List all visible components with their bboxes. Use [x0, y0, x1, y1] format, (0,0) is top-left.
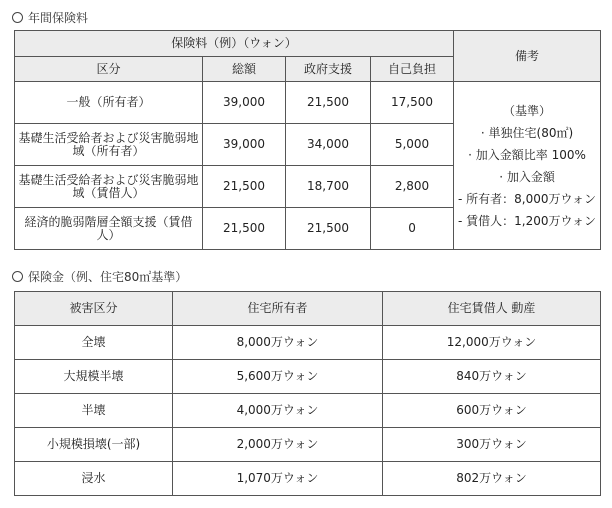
section1-heading: [12, 9, 88, 26]
row-self: 0: [371, 208, 454, 250]
premium-table: [14, 30, 601, 250]
row-gov: 21,500: [286, 82, 371, 124]
remark-line: · 単独住宅(80㎡): [480, 125, 574, 140]
row-owner-amount: 4,000万ウォン: [173, 394, 383, 428]
table-row: [15, 462, 601, 496]
row-total: 21,500: [203, 166, 286, 208]
premium-group-header: 保険料（例）（ウォン）: [15, 31, 454, 57]
row-category: 経済的脆弱階層全額支援（賃借人）: [15, 208, 203, 250]
row-self: 5,000: [371, 124, 454, 166]
row-total: 39,000: [203, 124, 286, 166]
table-row: [15, 394, 601, 428]
row-damage-type: 大規模半壊: [15, 360, 173, 394]
row-damage-type: 半壊: [15, 394, 173, 428]
row-tenant-amount: 12,000万ウォン: [383, 326, 601, 360]
col-header-damage: 被害区分: [15, 292, 173, 326]
bullet-circle-icon: [12, 12, 23, 23]
remark-line: · 加入金額比率 100%: [468, 147, 586, 162]
remark-line: （基準）: [503, 103, 552, 118]
remark-line: · 加入金額: [499, 169, 555, 184]
col-header-owner: 住宅所有者: [173, 292, 383, 326]
row-category: 基礎生活受給者および災害脆弱地域（賃借人）: [15, 166, 203, 208]
remarks-cell: [454, 82, 601, 250]
row-damage-type: 小規模損壊(一部): [15, 428, 173, 462]
row-category: 一般（所有者）: [15, 82, 203, 124]
row-owner-amount: 2,000万ウォン: [173, 428, 383, 462]
table-row: [15, 82, 601, 124]
row-self: 17,500: [371, 82, 454, 124]
payout-table: [14, 291, 601, 496]
table-row: [15, 326, 601, 360]
row-category: 基礎生活受給者および災害脆弱地域（所有者）: [15, 124, 203, 166]
row-gov: 21,500: [286, 208, 371, 250]
row-tenant-amount: 300万ウォン: [383, 428, 601, 462]
row-damage-type: 全壊: [15, 326, 173, 360]
section2-heading: [12, 268, 187, 285]
row-tenant-amount: 840万ウォン: [383, 360, 601, 394]
row-gov: 34,000: [286, 124, 371, 166]
row-total: 21,500: [203, 208, 286, 250]
row-owner-amount: 8,000万ウォン: [173, 326, 383, 360]
remark-line: - 所有者：8,000万ウォン: [458, 191, 597, 206]
remark-line: - 賃借人：1,200万ウォン: [458, 213, 597, 228]
bullet-circle-icon: [12, 271, 23, 282]
col-header-category: 区分: [15, 57, 203, 82]
section2-title: 保険金（例、住宅80㎡基準）: [28, 270, 188, 284]
col-header-total: 総額: [203, 57, 286, 82]
row-owner-amount: 1,070万ウォン: [173, 462, 383, 496]
section1-title: 年間保険料: [28, 11, 89, 25]
remarks-header: 備考: [454, 31, 601, 82]
table-row: [15, 428, 601, 462]
row-damage-type: 浸水: [15, 462, 173, 496]
table-row: [15, 360, 601, 394]
row-tenant-amount: 600万ウォン: [383, 394, 601, 428]
row-total: 39,000: [203, 82, 286, 124]
row-gov: 18,700: [286, 166, 371, 208]
row-owner-amount: 5,600万ウォン: [173, 360, 383, 394]
col-header-gov: 政府支援: [286, 57, 371, 82]
row-tenant-amount: 802万ウォン: [383, 462, 601, 496]
row-self: 2,800: [371, 166, 454, 208]
col-header-tenant: 住宅賃借人 動産: [383, 292, 601, 326]
col-header-self: 自己負担: [371, 57, 454, 82]
